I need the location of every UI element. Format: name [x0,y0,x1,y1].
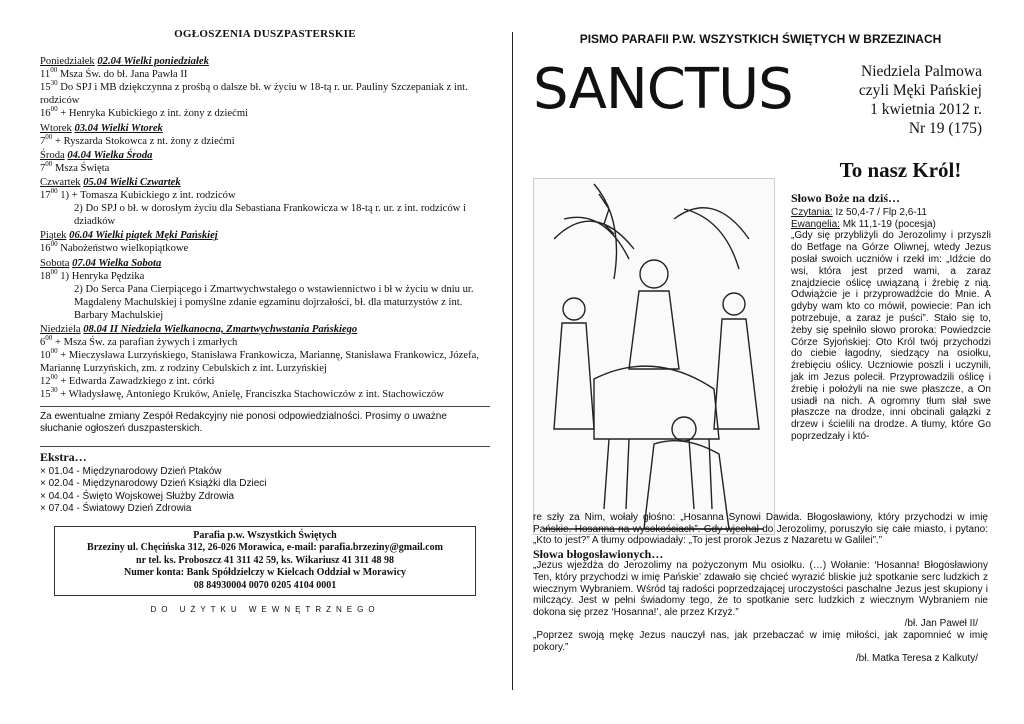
masthead [533,56,988,151]
intention-text: + Ryszarda Stokowca z nt. żony z dziećmi [54,135,235,147]
intention-text: + Władysławę, Antoniego Kruków, Anielę, Franciszka Stachowiczów z int. Stachowiczów [60,389,444,401]
mass-intention [40,132,490,148]
day-heading [40,323,490,336]
sanctus-logo: SANCTUS [533,57,793,122]
mass-intention [40,267,490,283]
mass-hour: 7 [40,135,46,147]
ekstra-item: × 02.04 - Międzynarodowy Dzień Książki dla Dzieci [40,478,267,490]
mass-hour: 18 [40,270,51,282]
schedule [40,55,490,401]
parish-contact-line: Brzeziny ul. Chęcińska 312, 26-026 Morawica, e-mail: parafia.brzeziny@gmail.com [87,542,443,554]
gospel-continuation-and-quotes [533,512,988,665]
gospel-text: „Gdy się przybliżyli do Jerozolimy i przyszli do Betfage na Górze Oliwnej, wtedy Jezus posłał swoich uczniów i rzekł im: „Idźcie do wsi, która jest przed wami, a zaraz znajdziecie oślicę uwiązaną i źrebię z nią. Odwiążcie je i przyprowadźcie do Mnie. A gdyby wam kto co mówił, powiecie: Pan ich potrzebuje, a zaraz je puści”. Stało się to, żeby się spełniło słowo proroka: Powiedzcie Córze Syjońskiej: Oto Król twój przychodzi do ciebie łagodny, siedzący na osiołku, źrebięciu oślicy. Uczniowie poszli i uczynili, jak im Jezus polecił. Przyprowadzili oślicę i źrebię i położyli na nie swe płaszcze, a On usiadł na nich. A ogromny tłum słał swe płaszcze na drodze, inni obcinali gałązki z drzew i ścielili na drodze. A tłumy, które Go poprzedzały i któ- [791,230,991,442]
mass-intention [40,81,490,107]
mass-minute: 30 [50,79,58,88]
quote-signature: /bł. Jan Paweł II/ [904,618,978,630]
gospel-label: Ewangelia: [791,218,840,230]
bulletin-publisher: PISMO PARAFII P.W. WSZYSTKICH ŚWIĘTYCH W BRZEZINACH [579,32,942,46]
day-liturgical-name: 03.04 Wielki Wtorek [74,122,163,134]
mass-intention [40,68,490,81]
intention-text: 2) Do SPJ o bł. w dorosłym życiu dla Sebastiana Frankowicza w 18-tą r. ur. z int. rodziców i dziadków [74,203,466,228]
announcements-header: OGŁOSZENIA DUSZPASTERSKIE [174,28,356,40]
day-liturgical-name: 06.04 Wielki piątek Męki Pańskiej [69,230,218,242]
palm-sunday-illustration [533,178,775,535]
day-label: Piątek [40,230,67,242]
bulletin-column [533,28,991,665]
mass-intention [40,159,490,175]
mass-intention [40,375,490,388]
mass-hour: 17 [40,190,51,202]
ekstra-item: × 04.04 - Święto Wojskowej Służby Zdrowia [40,490,235,502]
parish-contact-line: 08 84930004 0070 0205 4104 0001 [193,579,337,591]
intention-text: Nabożeństwo wielkopiątkowe [60,243,189,255]
parish-contact-line: nr tel. ks. Proboszcz 41 311 42 59, ks. Wikariusz 41 311 48 98 [136,554,394,566]
intention-text: + Mieczysława Lurzyńskiego, Stanisława Frankowicza, Mariannę, Stanisława Frankowicz, Józefa, Mariannę Lurzyńskich, zm. z rodziny Cebulskich z int. Lurzyńskiej [40,350,479,375]
ekstra-section [40,446,490,516]
mass-intention [40,189,490,202]
gospel-ref: Mk 11,1-19 (pocesja) [842,218,936,230]
mass-intention [40,349,490,375]
day-liturgical-name: 04.04 Wielka Środa [67,149,153,161]
mass-hour: 15 [40,82,51,94]
mass-minute: 00 [45,159,53,168]
ekstra-list [40,466,490,516]
day-label: Wtorek [40,122,72,134]
intention-text: Do SPJ i MB dziękczynna z prośbą o dalsze bł. w życiu w 18-tą r. ur. Pauliny Szczepaniak z int. rodziców [40,82,468,107]
day-liturgical-name: 07.04 Wielka Sobota [72,257,162,269]
mass-minute: 00 [50,373,58,382]
issue-line: Nr 19 (175) [908,120,982,137]
mass-intention [40,107,490,120]
day-label: Poniedziałek [40,56,95,68]
illustration-drawing [534,179,774,534]
issue-line: Niedziela Palmowa [861,63,982,80]
mass-minute: 00 [50,347,58,356]
word-of-god-title: Słowo Boże na dziś… [791,191,901,205]
intention-text: 2) Do Serca Pana Cierpiącego i Zmartwychwstałego o wstawiennictwo i bł w życiu w dniu ur. Magdaleny Machulskiej i pomyślne zdanie egzaminu dojrzałości, bł. dla maturzystów z int. Barbary Machulskiej [74,283,474,321]
day-label: Środa [40,149,65,161]
mass-minute: 30 [50,386,58,395]
intention-text: + Henryka Kubickiego z int. żony z dziećmi [60,108,249,120]
mass-hour: 12 [40,376,51,388]
ekstra-title: Ekstra… [40,449,87,464]
mass-minute: 00 [45,334,53,343]
announcements-column [40,28,490,616]
readings-refs: Iz 50,4-7 / Flp 2,6-11 [835,206,927,218]
mass-intention [40,283,490,322]
mass-hour: 15 [40,389,51,401]
parish-contact-line: Parafia p.w. Wszystkich Świętych [193,529,337,541]
mass-intention [40,202,490,228]
day-heading [40,55,490,68]
readings-line [791,207,991,219]
blessed-words-title: Słowa błogosławionych… [533,546,664,561]
intention-text: 1) Henryka Pędzika [60,270,145,282]
issue-line: czyli Męki Pańskiej [858,82,982,99]
day-label: Niedziela [40,323,81,335]
day-liturgical-name: 02.04 Wielki poniedziałek [97,56,209,68]
ekstra-item: × 07.04 - Światowy Dzień Zdrowia [40,503,192,515]
mass-hour: 6 [40,337,46,349]
day-heading [40,257,490,270]
intention-text: Msza Św. do bł. Jana Pawła II [59,69,188,81]
disclaimer-note: Za ewentualne zmiany Zespół Redakcyjny nie ponosi odpowiedzialności. Prosimy o uważne słuchanie ogłoszeń duszpasterskich. [40,406,490,436]
ekstra-item: × 01.04 - Międzynarodowy Dzień Ptaków [40,465,222,477]
mass-hour: 16 [40,108,51,120]
mass-minute: 00 [50,66,58,75]
page-divider [512,32,513,690]
parish-contact-box [54,526,476,597]
issue-line: 1 kwietnia 2012 r. [870,101,982,118]
word-of-god-section [791,193,991,443]
mass-hour: 7 [40,162,46,174]
day-heading [40,149,490,162]
mass-minute: 00 [50,267,58,276]
mass-minute: 00 [50,105,58,114]
mass-minute: 00 [50,187,58,196]
quote-signature: /bł. Matka Teresa z Kalkuty/ [855,653,978,665]
day-heading [40,122,490,135]
readings-label: Czytania: [791,206,833,218]
intention-text: 1) + Tomasza Kubickiego z int. rodziców [60,190,236,202]
quote-teresa: „Poprzez swoją mękę Jezus nauczył nas, jak przebaczać w imię miłości, jak zapomnieć w imię pokory.” [533,629,988,653]
day-heading [40,229,490,242]
mass-intention [40,242,490,255]
mass-hour: 16 [40,243,51,255]
day-label: Czwartek [40,176,81,188]
gospel-continuation: re szły za Nim, wołały głośno: „Hosanna Synowi Dawida. Błogosławiony, który przychodzi w imię Pańskie. Hosanna na wysokościach”. Gdy wjechał do Jerozolimy, poruszyło się całe miasto, i pytano: „Kto to jest?” A tłumy odpowiadały: „To jest prorok Jezus z Nazaretu w Galilei”.” [533,512,988,547]
parish-contact-line: Numer konta: Bank Spółdzielczy w Kielcach Oddział w Morawicy [123,567,407,579]
day-liturgical-name: 08.04 II Niedziela Wielkanocna, Zmartwychwstania Pańskiego [83,323,358,335]
mass-hour: 10 [40,350,51,362]
mass-minute: 00 [50,240,58,249]
intention-text: + Msza Św. za parafian żywych i zmarłych [54,337,238,349]
day-liturgical-name: 05.04 Wielki Czwartek [83,176,181,188]
mass-intention [40,388,490,401]
intention-text: Msza Święta [54,162,110,174]
quote-john-paul: „Jezus wjeżdża do Jerozolimy na pożyczonym Mu osiołku. (…) Wołanie: ‘Hosanna! Błogosławiony Ten, który przychodzi w imię Pańskie’ zdawało się chcieć wyrazić bliskie już spotkanie serc ludzkich z wiecznym Wybraniem. Wśród taj radości poprzedzającej uroczystości paschalne Jezus jest skupiony i milczący. Jest w pełni świadomy tego, że to spotkanie serc ludzkich z wiecznym Wybraniem nie dokona się przez ‘Hosanna!’, ale przez Krzyż.” [533,560,988,618]
mass-hour: 11 [40,69,51,81]
gospel-ref-line [791,219,991,231]
day-heading [40,176,490,189]
mass-minute: 00 [45,132,53,141]
headline: To nasz Król! [839,158,962,182]
mass-intention [40,336,490,349]
issue-info [859,62,982,138]
intention-text: + Edwarda Zawadzkiego z int. córki [60,376,215,388]
day-label: Sobota [40,257,70,269]
footer-internal-use: DO UŻYTKU WEWNĘTRZNEGO [150,605,380,615]
